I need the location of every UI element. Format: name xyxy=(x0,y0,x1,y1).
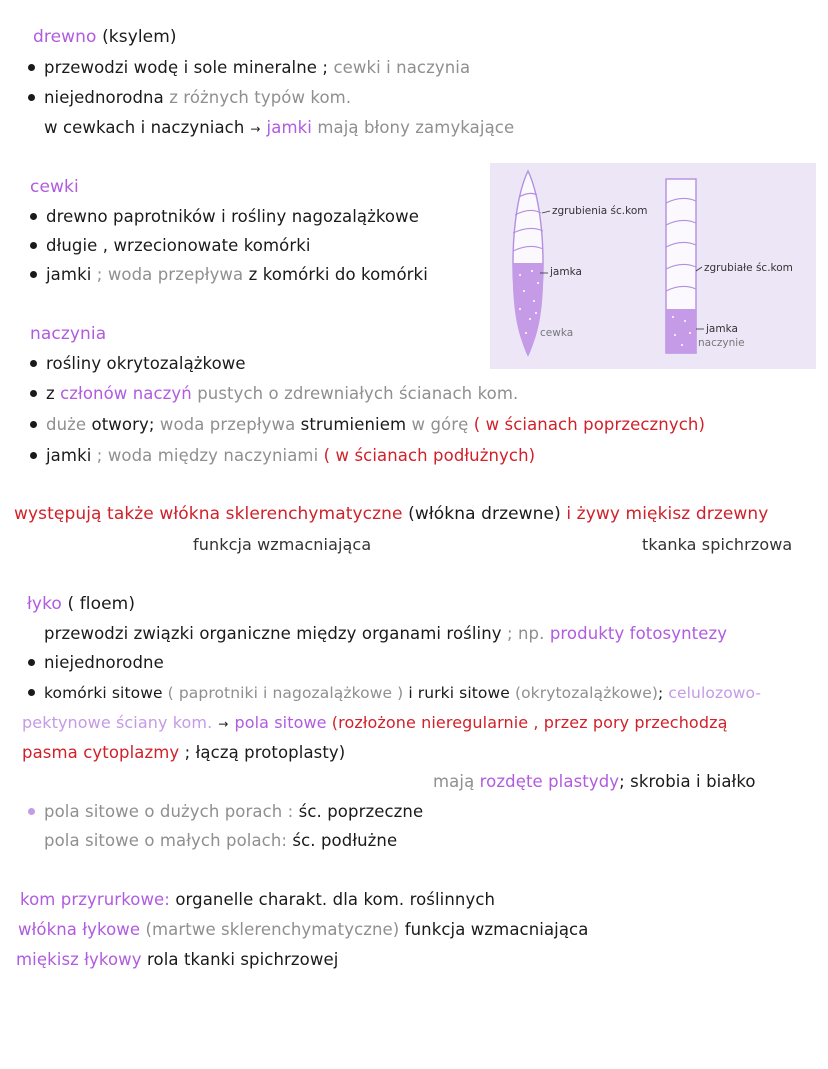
phloem-line-6 xyxy=(433,771,756,793)
phloem-fibers: włókna łykowe xyxy=(18,920,141,939)
bullet-icon xyxy=(30,421,37,428)
label-vessel: naczynie xyxy=(698,337,745,349)
summary-line-2 xyxy=(18,919,588,941)
sieve-tubes-plants: (okrytozalążkowe) xyxy=(514,684,659,702)
phloem-parenchyma: miękisz łykowy xyxy=(16,950,142,969)
tracheids-line-2 xyxy=(30,235,311,257)
vessel-members: członów naczyń xyxy=(60,384,192,403)
phloem-line-5 xyxy=(22,742,345,764)
bullet-icon xyxy=(28,689,35,696)
xylem-pit-membranes: błony zamykające xyxy=(363,118,515,137)
xylem-title-suffix: (ksylem) xyxy=(102,27,177,47)
xylem-pits: jamki xyxy=(266,118,312,137)
tracheids-line-3 xyxy=(30,264,428,286)
parenchyma-function: tkanka spichrzowa xyxy=(642,535,793,554)
xylem-cell-types: z różnych typów kom. xyxy=(169,88,352,107)
separator: ; xyxy=(96,265,103,284)
phloem-function: przewodzi związki organiczne między organami rośliny xyxy=(44,624,502,643)
phloem-line-8 xyxy=(44,830,397,852)
phloem-title: łyko xyxy=(27,594,62,614)
sclerenchyma-fibers: występują także włókna sklerenchymatyczne xyxy=(14,504,403,524)
vessels-longitudinal-walls: ( w ścianach podłużnych) xyxy=(323,446,536,465)
xylem-title: drewno xyxy=(33,27,97,47)
vessels-walls: pustych o zdrewniałych ścianach kom. xyxy=(197,384,519,403)
sieve-areas: pola sitowe xyxy=(234,713,327,732)
wood-fibers: (włókna drzewne) xyxy=(408,504,561,524)
summary-line-3 xyxy=(16,949,338,971)
xylem-elements: cewki i naczynia xyxy=(333,58,471,77)
xylem-function: przewodzi wodę i sole mineralne xyxy=(44,58,318,77)
vessels-title: naczynia xyxy=(30,324,107,344)
tracheids-pits: jamki xyxy=(46,265,92,284)
tracheids-shape: długie , wrzecionowate komórki xyxy=(46,236,311,255)
bullet-icon xyxy=(28,94,35,101)
xylem-diagram xyxy=(490,163,816,369)
vessels-line-4 xyxy=(30,445,535,467)
xylem-have: mają xyxy=(317,118,359,137)
bullet-icon xyxy=(30,360,37,367)
separator: ; xyxy=(148,415,155,434)
vessels-line-2 xyxy=(30,383,518,405)
cytoplasm-strands: pasma cytoplazmy xyxy=(22,743,180,762)
bullet-icon xyxy=(30,271,37,278)
connect-protoplasts: ; łączą protoplasty) xyxy=(184,743,346,762)
label-thickening-tracheid: zgrubienia śc.kom xyxy=(552,205,648,217)
phloem-line-3 xyxy=(28,682,761,704)
xylem-in-elements: w cewkach i naczyniach xyxy=(44,118,245,137)
phloem-eg: ; np. xyxy=(506,624,545,643)
arrow-right-icon: → xyxy=(250,122,261,136)
longitudinal-walls: śc. podłużne xyxy=(292,831,398,850)
vessels-occurrence: rośliny okrytozalążkowe xyxy=(46,354,246,373)
xylem-line-1 xyxy=(28,57,470,79)
phloem-heterogeneous: niejednorodne xyxy=(44,653,164,672)
vessels-stream: strumieniem xyxy=(300,415,407,434)
photosynthesis-products: produkty fotosyntezy xyxy=(549,624,728,643)
phloem-title-suffix: ( floem) xyxy=(67,594,136,614)
bullet-icon xyxy=(30,390,37,397)
vessels-openings: otwory xyxy=(91,415,149,434)
starch-protein: ; skrobia i białko xyxy=(619,772,756,791)
tracheids-cell-to-cell: z komórki do komórki xyxy=(248,265,428,284)
vessels-upward: w górę xyxy=(411,415,469,434)
vessels-transverse-walls: ( w ścianach poprzecznych) xyxy=(473,415,705,434)
tracheids-line-1 xyxy=(30,206,419,228)
sieve-cells: komórki sitowe xyxy=(44,684,163,702)
label-pit-vessel: jamka xyxy=(706,323,738,335)
phloem-heading xyxy=(27,593,135,615)
separator: ; xyxy=(658,684,664,702)
sieve-areas-description: (rozłożone nieregularnie , przez pory przechodzą xyxy=(331,713,728,732)
companion-cells: kom przyrurkowe: xyxy=(20,890,170,909)
tracheids-title: cewki xyxy=(30,177,79,197)
label-pit-tracheid: jamka xyxy=(550,266,582,278)
transverse-walls: śc. poprzeczne xyxy=(298,802,424,821)
phloem-have: mają xyxy=(433,772,475,791)
phloem-line-2 xyxy=(28,652,164,674)
large-pores: pola sitowe o dużych porach : xyxy=(44,802,294,821)
label-tracheid: cewka xyxy=(540,327,574,339)
bullet-icon xyxy=(30,452,37,459)
bullet-icon xyxy=(30,213,37,220)
phloem-line-7 xyxy=(28,801,423,823)
xylem-line-2 xyxy=(28,87,351,109)
swollen-plastids: rozdęte plastydy xyxy=(479,772,620,791)
cell-walls: pektynowe ściany kom. xyxy=(22,713,213,732)
small-fields: pola sitowe o małych polach: xyxy=(44,831,288,850)
vessels-line-1 xyxy=(30,353,246,375)
phloem-fibers-type: (martwe sklerenchymatyczne) xyxy=(145,920,400,939)
companion-cells-description: organelle charakt. dla kom. roślinnych xyxy=(175,890,496,909)
xylem-line-3 xyxy=(44,117,514,140)
fibers-line xyxy=(14,503,768,525)
fibers-function: funkcja wzmacniająca xyxy=(193,535,372,554)
vessels-large: duże xyxy=(46,415,87,434)
vessels-pits: jamki xyxy=(46,446,92,465)
bullet-icon xyxy=(28,659,35,666)
tracheid-pits-area xyxy=(513,263,543,355)
wood-parenchyma: i żywy miękisz drzewny xyxy=(566,504,769,524)
vessels-water-flow: woda przepływa xyxy=(159,415,296,434)
vessel-pits-area xyxy=(666,309,696,353)
bullet-icon xyxy=(28,808,35,815)
sieve-cells-plants: ( paprotniki i nagozalążkowe ) xyxy=(167,684,404,702)
separator: ; xyxy=(322,58,329,77)
label-thickening-vessel: zgrubiałe śc.kom xyxy=(704,262,793,274)
summary-line-1 xyxy=(20,889,495,911)
xylem-heterogeneous: niejednorodna xyxy=(44,88,164,107)
bullet-icon xyxy=(30,242,37,249)
xylem-heading xyxy=(33,26,177,48)
separator: ; xyxy=(96,446,103,465)
cellulose-pectin: celulozowo- xyxy=(668,684,762,702)
phloem-line-1 xyxy=(44,623,727,645)
vessels-between: woda między naczyniami xyxy=(107,446,319,465)
phloem-parenchyma-role: rola tkanki spichrzowej xyxy=(147,950,339,969)
arrow-right-icon: → xyxy=(218,717,229,731)
phloem-line-4 xyxy=(22,712,727,735)
sieve-tubes: i rurki sitowe xyxy=(408,684,510,702)
tracheids-water-flow: woda przepływa xyxy=(107,265,244,284)
vessels-with: z xyxy=(46,384,55,403)
bullet-icon xyxy=(28,64,35,71)
vessels-line-3 xyxy=(30,414,705,436)
tracheids-occurrence: drewno paprotników i rośliny nagozalążkowe xyxy=(46,207,419,226)
phloem-fibers-function: funkcja wzmacniająca xyxy=(404,920,589,939)
